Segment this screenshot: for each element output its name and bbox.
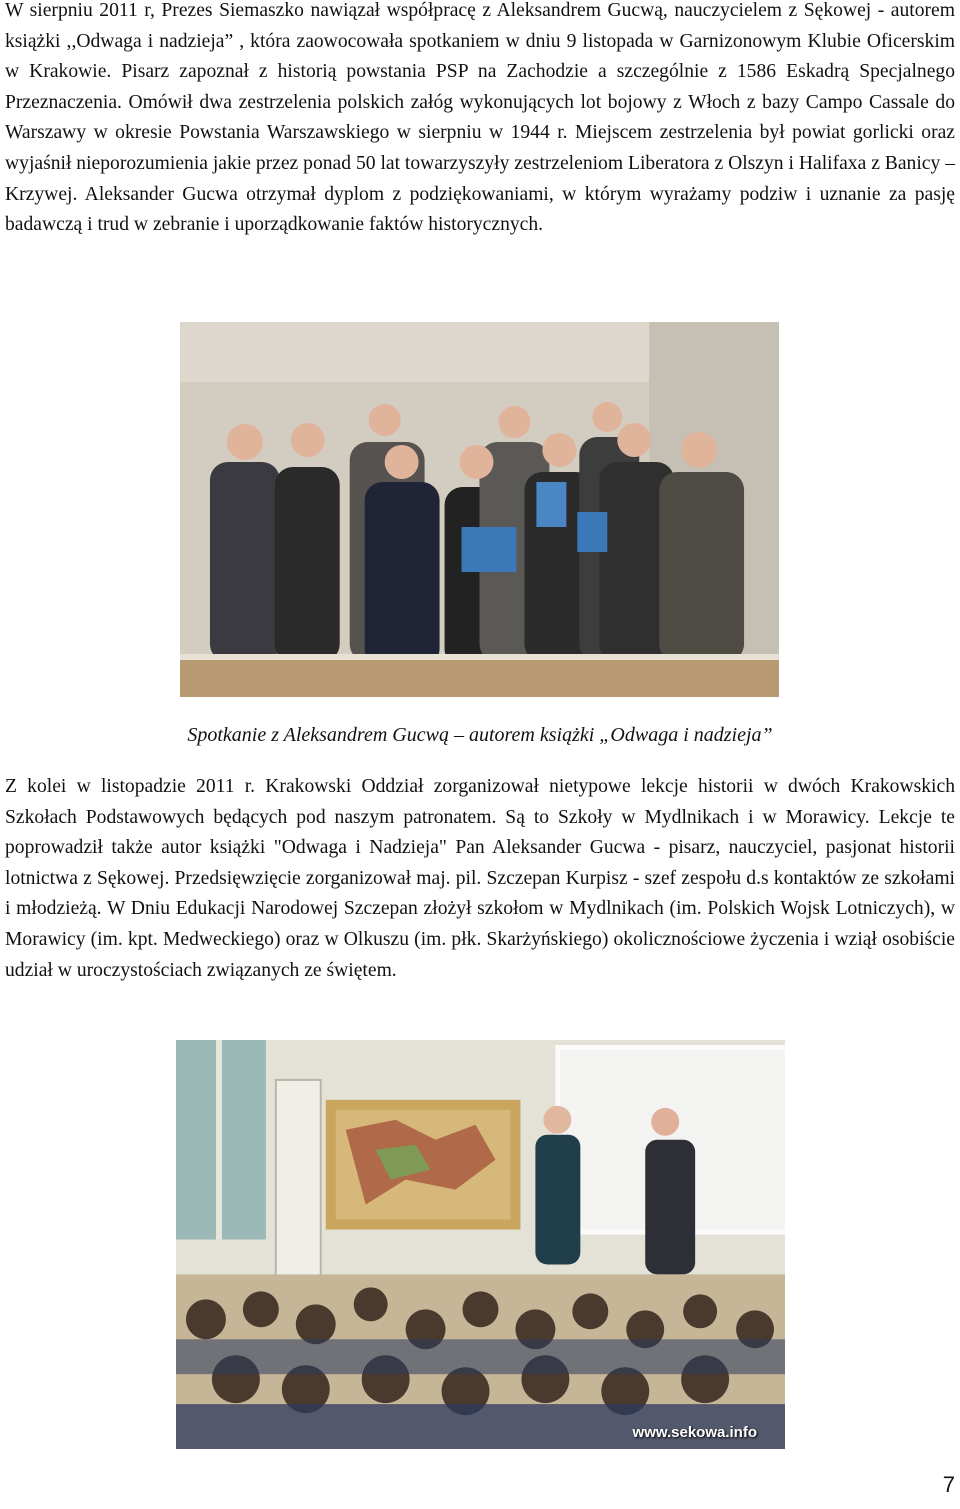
paragraph-meeting: W sierpniu 2011 r, Prezes Siemaszko nawiązał współpracę z Aleksandrem Gucwą, nauczycielem z Sękowej - autorem książki ,,Odwaga i nadzieja” , która zaowocowała spotkaniem w dniu 9 listopada w Garnizonowym Klubie Oficerskim w Krakowie. Pisarz zapoznał z historią powstania PSP na Zachodzie a szczególnie z 1586 Eskadrą Specjalnego Przeznaczenia. Omówił dwa zestrzelenia polskich załóg wykonujących lot bojowy z Włoch z bazy Campo Cassale do Warszawy w okresie Powstania Warszawskiego w sierpniu w 1944 r. Miejscem zestrzelenia był powiat gorlicki oraz wyjaśnił nieporozumienia jakie przez ponad 50 lat towarzyszyły zestrzeleniom Liberatora z Olszyn i Halifaxa z Banicy – Krzywej. Aleksander Gucwa otrzymał dyplom z podziękowaniami, w którym wyrażamy podziw i uznanie za pasję badawczą i trud w zebranie i uporządkowanie faktów historycznych.: [5, 0, 955, 236]
paragraph-lessons: Z kolei w listopadzie 2011 r. Krakowski Oddział zorganizował nietypowe lekcje historii w dwóch Krakowskich Szkołach Podstawowych będących pod naszym patronatem. Są to Szkoły w Mydlnikach i w Morawicy. Lekcje te poprowadził także autor książki "Odwaga i Nadzieja" Pan Aleksander Gucwa - pisarz, nauczyciel, pasjonat historii lotnictwa z Sękowej. Przedsięwzięcie zorganizował maj. pil. Szczepan Kurpisz - szef zespołu d.s kontaktów ze szkołami i młodzieżą. W Dniu Edukacji Narodowej Szczepan złożył szkołom w Mydlnikach (im. Polskich Wojsk Lotniczych), w Morawicy (im. kpt. Medweckiego) oraz w Olkuszu (im. płk. Skarżyńskiego) okolicznościowe życzenia i wziął osobiście udział w uroczystościach związanych ze świętem.: [5, 776, 955, 981]
classroom-photo: [176, 1040, 785, 1449]
page-number: 7: [942, 1472, 955, 1497]
classroom-photo-illustration: [176, 1040, 785, 1449]
group-photo-illustration: [180, 322, 779, 697]
group-photo: [180, 322, 779, 697]
photo-caption: Spotkanie z Aleksandrem Gucwą – autorem książki „Odwaga i nadzieja”: [187, 724, 773, 746]
watermark-text: www.sekowa.info: [632, 1424, 757, 1441]
